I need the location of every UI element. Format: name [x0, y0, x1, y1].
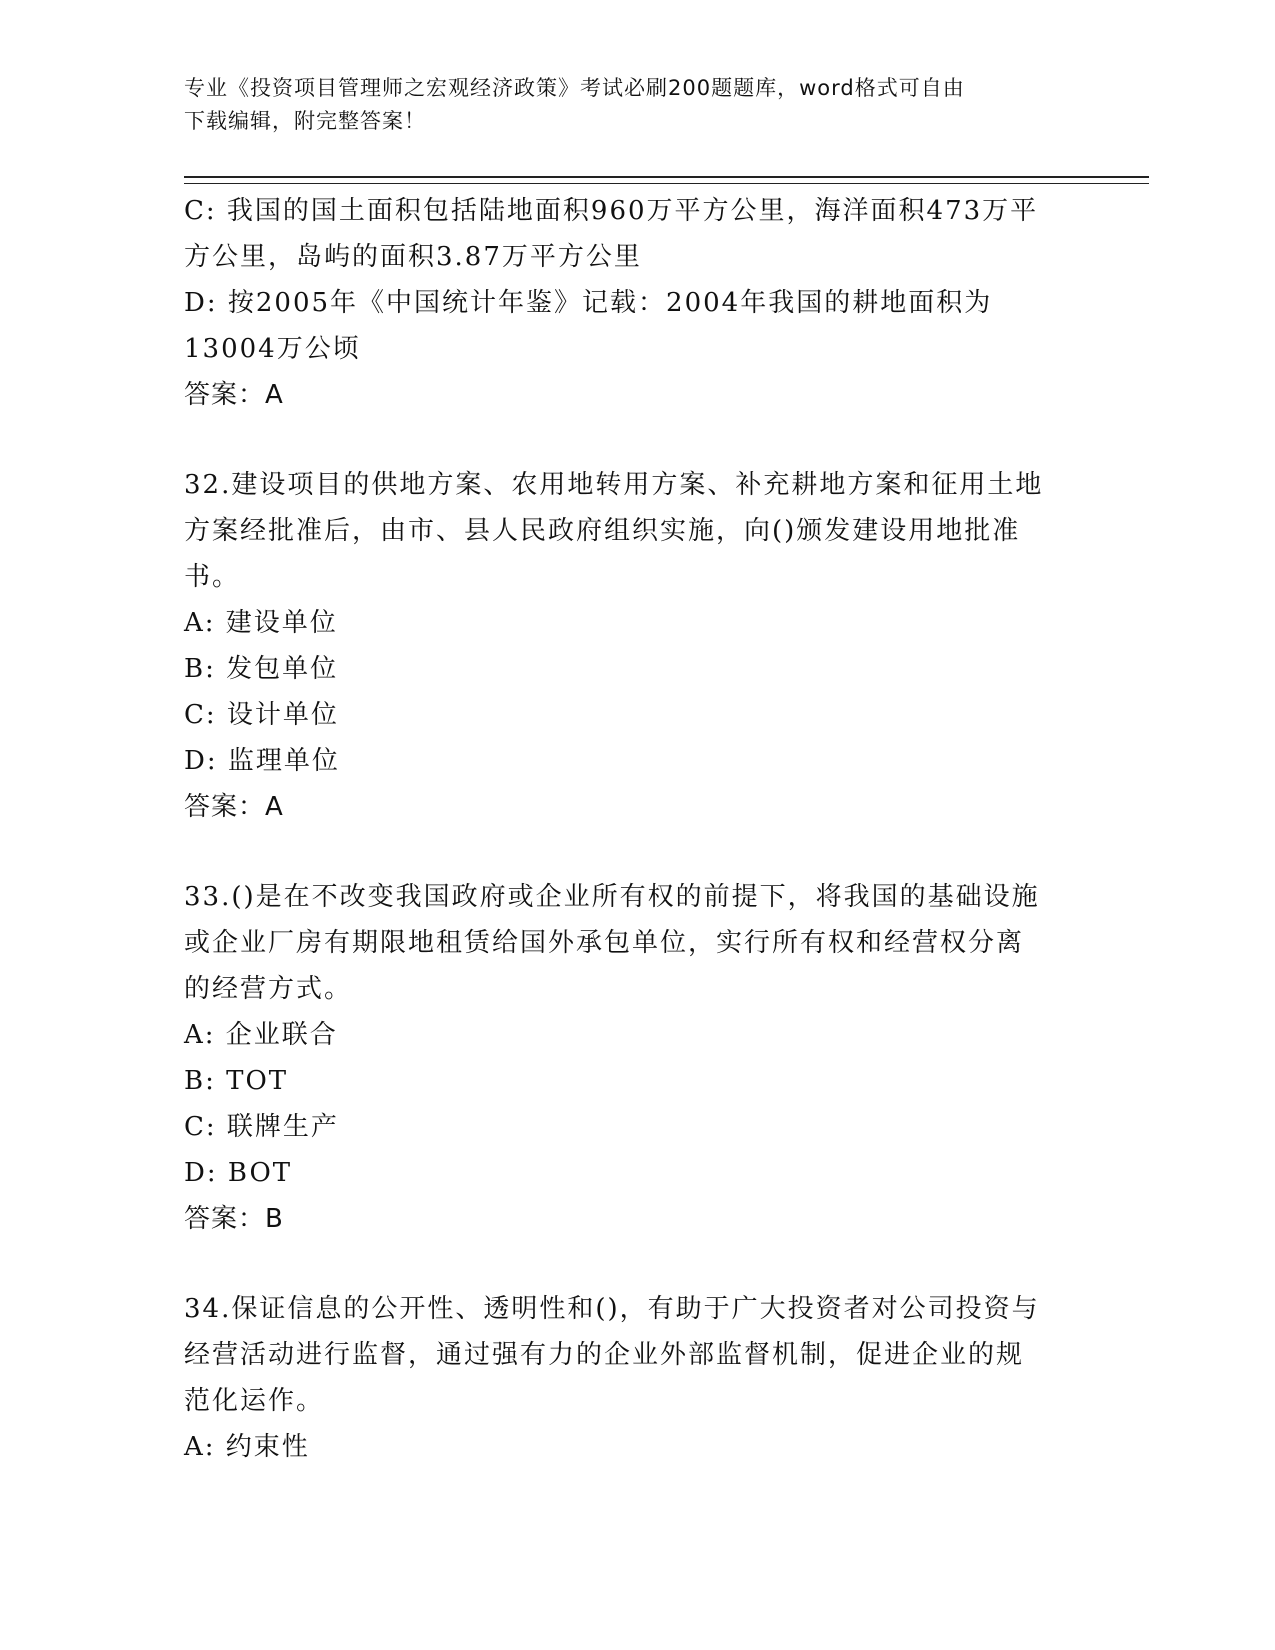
question-stem-line-3: 范化运作。: [184, 1386, 325, 1416]
question-stem-line-2: 经营活动进行监督，通过强有力的企业外部监督机制，促进企业的规: [184, 1340, 1025, 1370]
option-d-line-1: D: 按2005年《中国统计年鉴》记载：2004年我国的耕地面积为: [184, 288, 993, 318]
question-stem-line-3: 的经营方式。: [184, 974, 353, 1004]
option-b: B: 发包单位: [184, 654, 339, 684]
option-b: B: TOT: [184, 1066, 289, 1096]
question-block-33: [184, 874, 1084, 1242]
option-d-line-2: 13004万公顷: [184, 334, 361, 364]
question-stem-line-1: 33.()是在不改变我国政府或企业所有权的前提下，将我国的基础设施: [184, 882, 1040, 912]
question-block-31: [184, 188, 1084, 418]
option-d: D: 监理单位: [184, 746, 340, 776]
header-line-2: 下载编辑，附完整答案！: [184, 109, 426, 133]
option-a: A: 建设单位: [184, 608, 338, 638]
header-line-1: 专业《投资项目管理师之宏观经济政策》考试必刷200题题库，word格式可自由: [184, 76, 965, 100]
question-stem-line-1: 34.保证信息的公开性、透明性和()，有助于广大投资者对公司投资与: [184, 1294, 1040, 1324]
answer-line: 答案：A: [184, 380, 284, 410]
question-content: [184, 188, 1084, 1470]
question-stem-line-3: 书。: [184, 562, 241, 592]
option-c-line-2: 方公里，岛屿的面积3.87万平方公里: [184, 242, 642, 272]
question-block-32: [184, 462, 1084, 830]
option-a: A: 企业联合: [184, 1020, 338, 1050]
answer-line: 答案：B: [184, 1204, 284, 1234]
option-c-line-1: C: 我国的国土面积包括陆地面积960万平方公里，海洋面积473万平: [184, 196, 1039, 226]
question-stem-line-2: 方案经批准后，由市、县人民政府组织实施，向()颁发建设用地批准: [184, 516, 1021, 546]
spacer: [184, 1242, 1084, 1286]
document-header: [184, 72, 1064, 138]
header-rule-thin: [184, 183, 1149, 184]
answer-line: 答案：A: [184, 792, 284, 822]
header-rule-thick: [184, 176, 1149, 178]
option-c: C: 联牌生产: [184, 1112, 339, 1142]
question-block-34: [184, 1286, 1084, 1470]
spacer: [184, 830, 1084, 874]
spacer: [184, 418, 1084, 462]
question-stem-line-2: 或企业厂房有期限地租赁给国外承包单位，实行所有权和经营权分离: [184, 928, 1025, 958]
option-c: C: 设计单位: [184, 700, 339, 730]
option-d: D: BOT: [184, 1158, 293, 1188]
option-a: A: 约束性: [184, 1432, 310, 1462]
question-stem-line-1: 32.建设项目的供地方案、农用地转用方案、补充耕地方案和征用土地: [184, 470, 1044, 500]
